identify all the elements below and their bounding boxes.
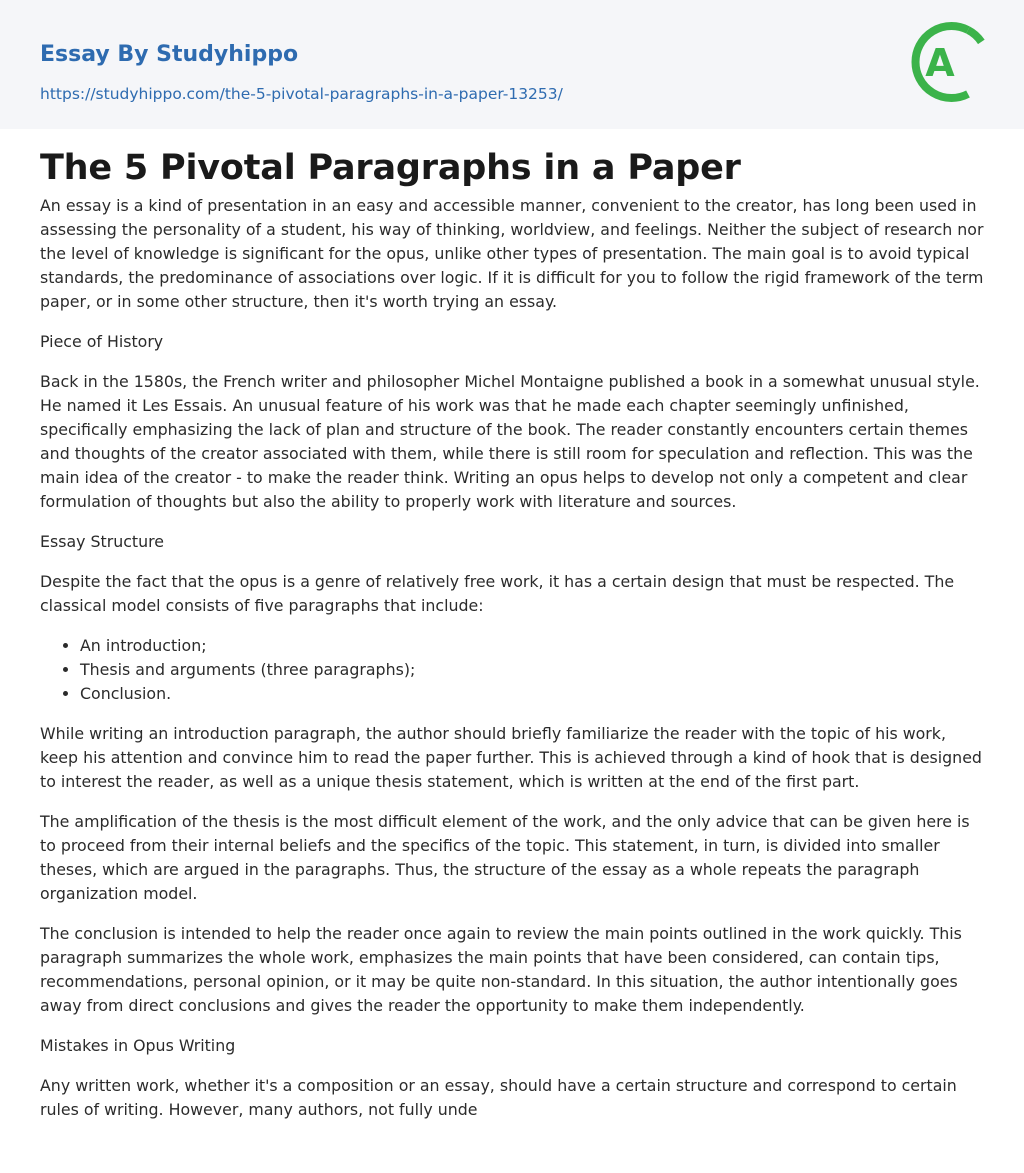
intro-paragraph: An essay is a kind of presentation in an easy and accessible manner, convenient to the creator, has long been used in assessing the personality of a student, his way of thinking, worldview, and feelings. Neither the subject of research nor the level of knowledge is significant for the opus, unlike other types of presentation. The main goal is to avoid typical standards, the predominance of associations over logic. If it is difficult for you to follow the rigid framework of the term paper, or in some other structure, then it's worth trying an essay. [40,196,984,311]
subheading-structure: Essay Structure [40,532,164,551]
structure-paragraph: Despite the fact that the opus is a genre of relatively free work, it has a certain design that must be respected. The classical model consists of five paragraphs that include: [40,572,955,615]
history-paragraph: Back in the 1580s, the French writer and philosopher Michel Montaigne published a book in a somewhat unusual style. He named it Les Essais. An unusual feature of his work was that he made each chapter seemingly unfinished, specifically emphasizing the lack of plan and structure of the book. The reader constantly encounters certain themes and thoughts of the creator associated with them, while there is still room for speculation and reflection. This was the main idea of the creator - to make the reader think. Writing an opus helps to develop not only a competent and clear formulation of thoughts but also the ability to properly work with literature and sources. [40,372,980,511]
list-item: • An introduction; [80,634,984,658]
article-content [40,145,984,1122]
list-item: • Thesis and arguments (three paragraphs); [80,658,984,682]
logo-letter: A [925,41,955,85]
site-header [0,0,1024,129]
article-url-link[interactable]: https://studyhippo.com/the-5-pivotal-paragraphs-in-a-paper-13253/ [40,85,563,103]
page-title: The 5 Pivotal Paragraphs in a Paper [40,148,741,188]
list-item: • Conclusion. [80,682,984,706]
subheading-mistakes: Mistakes in Opus Writing [40,1036,236,1055]
site-brand[interactable]: Essay By Studyhippo [40,42,299,67]
thesis-paragraph: The amplification of the thesis is the most difficult element of the work, and the only advice that can be given here is to proceed from their internal beliefs and the specifics of the topic. This statement, in turn, is divided into smaller theses, which are argued in the paragraphs. Thus, the structure of the essay as a whole repeats the paragraph organization model. [40,812,970,903]
mistakes-paragraph: Any written work, whether it's a composition or an essay, should have a certain structure and correspond to certain rules of writing. However, many authors, not fully unde [40,1076,957,1119]
introduction-paragraph: While writing an introduction paragraph, the author should briefly familiarize the reader with the topic of his work, keep his attention and convince him to read the paper further. This is achieved through a kind of hook that is designed to interest the reader, as well as a unique thesis statement, which is written at the end of the first part. [40,724,982,791]
studyhippo-logo-icon[interactable] [908,18,988,106]
structure-list [40,634,984,706]
subheading-history: Piece of History [40,332,164,351]
conclusion-paragraph: The conclusion is intended to help the reader once again to review the main points outlined in the work quickly. This paragraph summarizes the whole work, emphasizes the main points that have been considered, can contain tips, recommendations, personal opinion, or it may be quite non-standard. In this situation, the author intentionally goes away from direct conclusions and gives the reader the opportunity to make them independently. [40,924,962,1015]
